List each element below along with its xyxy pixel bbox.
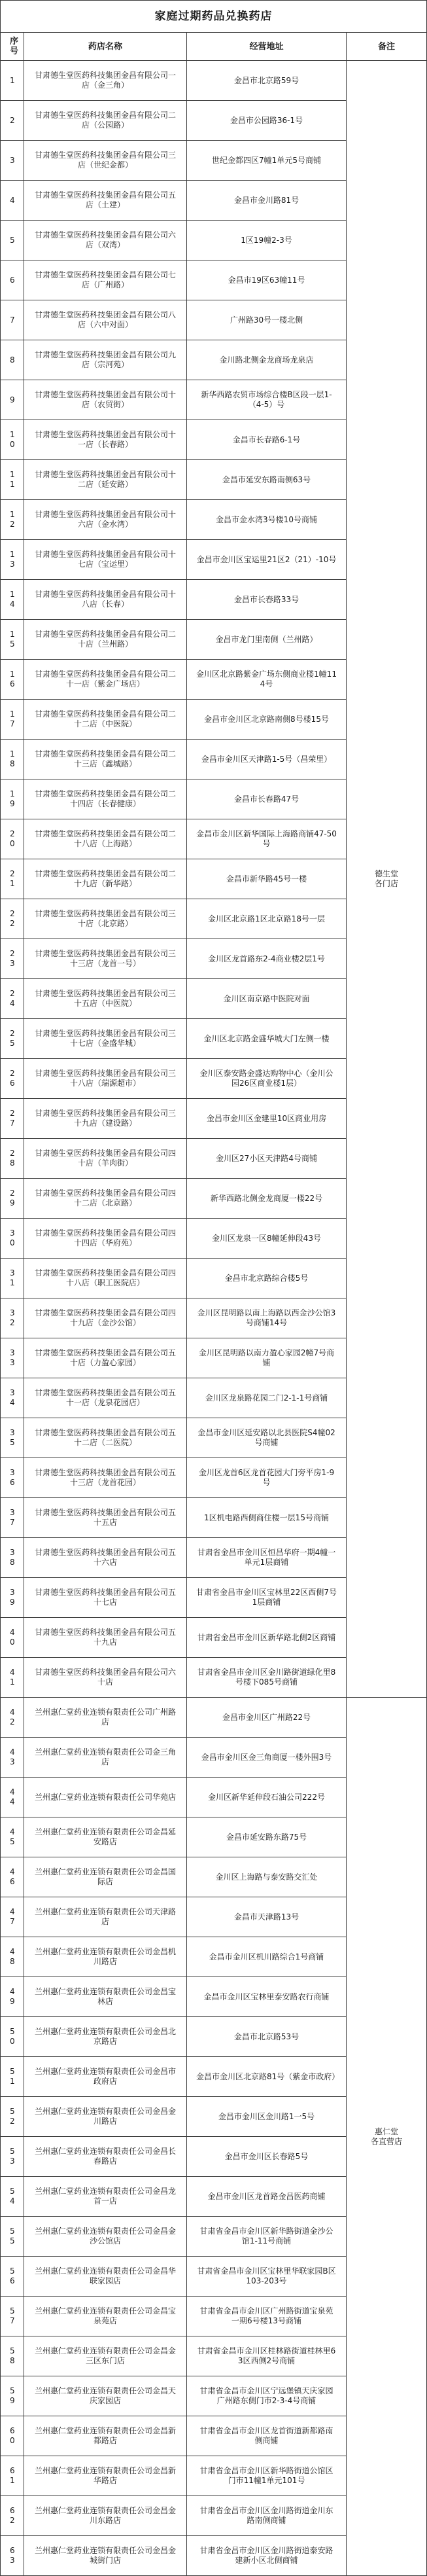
row-number: 37 bbox=[1, 1498, 24, 1538]
pharmacy-address: 金昌市北京路53号 bbox=[187, 2017, 347, 2057]
pharmacy-name: 甘肃德生堂医药科技集团金昌有限公司五十店（力盈心家园） bbox=[24, 1338, 187, 1378]
row-number: 12 bbox=[1, 500, 24, 540]
title-row bbox=[1, 1, 427, 33]
pharmacy-name: 兰州惠仁堂药业连锁有限责任公司天津路店 bbox=[24, 1897, 187, 1937]
pharmacy-name: 兰州惠仁堂药业连锁有限责任公司金昌金沙公馆店 bbox=[24, 2217, 187, 2257]
pharmacy-name: 甘肃德生堂医药科技集团金昌有限公司八店（六中对面） bbox=[24, 300, 187, 340]
row-number: 43 bbox=[1, 1738, 24, 1778]
pharmacy-name: 甘肃德生堂医药科技集团金昌有限公司三店（世纪金都） bbox=[24, 141, 187, 181]
pharmacy-name: 甘肃德生堂医药科技集团金昌有限公司五十九店 bbox=[24, 1618, 187, 1658]
pharmacy-address: 甘肃省金昌市金川区龙首街道新都路南侧商铺 bbox=[187, 2416, 347, 2456]
column-header-name: 药店名称 bbox=[24, 33, 187, 61]
row-number: 18 bbox=[1, 740, 24, 779]
row-number: 42 bbox=[1, 1698, 24, 1738]
remark-line: 德生堂 bbox=[374, 869, 398, 878]
pharmacy-address: 金川区北京路紫金广场东侧商业楼1幢114号 bbox=[187, 660, 347, 700]
pharmacy-address: 金昌市延安东路南侧63号 bbox=[187, 460, 347, 500]
row-number: 21 bbox=[1, 859, 24, 899]
row-number: 8 bbox=[1, 340, 24, 380]
pharmacy-address: 金川区昆明路以南上海路以西金沙公馆3号商铺14号 bbox=[187, 1298, 347, 1338]
row-number: 39 bbox=[1, 1578, 24, 1618]
row-number: 11 bbox=[1, 460, 24, 500]
pharmacy-name: 甘肃德生堂医药科技集团金昌有限公司十店（农贸街） bbox=[24, 380, 187, 420]
pharmacy-address: 金昌市天津路13号 bbox=[187, 1897, 347, 1937]
pharmacy-name: 兰州惠仁堂药业连锁有限责任公司金昌市政府店 bbox=[24, 2057, 187, 2097]
row-number: 41 bbox=[1, 1658, 24, 1698]
row-number: 47 bbox=[1, 1897, 24, 1937]
row-number: 56 bbox=[1, 2257, 24, 2297]
pharmacy-address: 甘肃省金昌市金川区广州路街道宝泉苑一期6号楼13号商铺 bbox=[187, 2297, 347, 2336]
pharmacy-address: 甘肃省金昌市金川区宝林里华联家园B区103-203号 bbox=[187, 2257, 347, 2297]
row-number: 31 bbox=[1, 1259, 24, 1298]
row-number: 26 bbox=[1, 1059, 24, 1099]
pharmacy-address: 金川路北侧金龙商场龙泉店 bbox=[187, 340, 347, 380]
row-number: 17 bbox=[1, 700, 24, 740]
row-number: 27 bbox=[1, 1099, 24, 1139]
column-header-address: 经营地址 bbox=[187, 33, 347, 61]
pharmacy-address: 甘肃省金昌市金川区恒昌华府一期4幢一单元1层商铺 bbox=[187, 1538, 347, 1578]
pharmacy-name: 甘肃德生堂医药科技集团金昌有限公司三十店（北京路） bbox=[24, 899, 187, 939]
pharmacy-name: 甘肃德生堂医药科技集团金昌有限公司十八店（长春） bbox=[24, 580, 187, 620]
remark-line: 各门店 bbox=[374, 879, 398, 888]
pharmacy-name: 甘肃德生堂医药科技集团金昌有限公司七店（广州路） bbox=[24, 260, 187, 300]
pharmacy-name: 甘肃德生堂医药科技集团金昌有限公司三十五店（中医院） bbox=[24, 979, 187, 1019]
pharmacy-address: 金昌市延安路东路75号 bbox=[187, 1817, 347, 1857]
pharmacy-address: 金昌市金川区宝运里21区2（21）-10号 bbox=[187, 540, 347, 580]
column-header-remark: 备注 bbox=[347, 33, 427, 61]
row-number: 5 bbox=[1, 221, 24, 260]
pharmacy-name: 甘肃德生堂医药科技集团金昌有限公司二十店（兰州路） bbox=[24, 620, 187, 660]
pharmacy-address: 金昌市北京路59号 bbox=[187, 61, 347, 101]
pharmacy-name: 兰州惠仁堂药业连锁有限责任公司金昌华联家园店 bbox=[24, 2257, 187, 2297]
pharmacy-address: 甘肃省金昌市金川区金川路街道泰安路建新小区北侧商铺 bbox=[187, 2536, 347, 2576]
pharmacy-name: 甘肃德生堂医药科技集团金昌有限公司五十二店（二医院） bbox=[24, 1418, 187, 1458]
row-number: 1 bbox=[1, 61, 24, 101]
pharmacy-name: 甘肃德生堂医药科技集团金昌有限公司十七店（宝运里） bbox=[24, 540, 187, 580]
row-number: 49 bbox=[1, 1977, 24, 2017]
row-number: 44 bbox=[1, 1778, 24, 1817]
row-number: 61 bbox=[1, 2456, 24, 2496]
row-number: 2 bbox=[1, 101, 24, 141]
pharmacy-address: 金川区龙首6区龙首花园大门旁平房1-9号 bbox=[187, 1458, 347, 1498]
row-number: 57 bbox=[1, 2297, 24, 2336]
pharmacy-address: 金昌市金川区北京路南侧8号楼15号 bbox=[187, 700, 347, 740]
pharmacy-address: 金川区上海路与泰安路交汇处 bbox=[187, 1857, 347, 1897]
pharmacy-address: 金昌市金川区宝林里泰安路农行商铺 bbox=[187, 1977, 347, 2017]
row-number: 32 bbox=[1, 1298, 24, 1338]
pharmacy-address: 金昌市北京路综合楼5号 bbox=[187, 1259, 347, 1298]
pharmacy-name: 甘肃德生堂医药科技集团金昌有限公司十六店（金水湾） bbox=[24, 500, 187, 540]
pharmacy-name: 兰州惠仁堂药业连锁有限责任公司金昌金川东路店 bbox=[24, 2496, 187, 2536]
pharmacy-name: 甘肃德生堂医药科技集团金昌有限公司四十店（羊肉街） bbox=[24, 1139, 187, 1179]
pharmacy-name: 兰州惠仁堂药业连锁有限责任公司金昌龙首一店 bbox=[24, 2177, 187, 2217]
pharmacy-name: 甘肃德生堂医药科技集团金昌有限公司六十店 bbox=[24, 1658, 187, 1698]
row-number: 51 bbox=[1, 2057, 24, 2097]
row-number: 59 bbox=[1, 2376, 24, 2416]
pharmacy-address: 金川区北京路1区北京路18号一层 bbox=[187, 899, 347, 939]
header-row bbox=[1, 33, 427, 61]
pharmacy-address: 金川区泰安路金盛达购物中心（金川公园26区商业楼1层） bbox=[187, 1059, 347, 1099]
row-number: 3 bbox=[1, 141, 24, 181]
row-number: 7 bbox=[1, 300, 24, 340]
pharmacy-name: 甘肃德生堂医药科技集团金昌有限公司二十一店（紫金广场店） bbox=[24, 660, 187, 700]
pharmacy-address: 金昌市公园路36-1号 bbox=[187, 101, 347, 141]
pharmacy-address: 金昌市长春路6-1号 bbox=[187, 420, 347, 460]
row-number: 52 bbox=[1, 2097, 24, 2137]
row-number: 16 bbox=[1, 660, 24, 700]
pharmacy-address: 金川区昆明路以南力盈心家园2幢7号商铺 bbox=[187, 1338, 347, 1378]
pharmacy-name: 甘肃德生堂医药科技集团金昌有限公司二十二店（中医院） bbox=[24, 700, 187, 740]
pharmacy-address: 金川区北京路金盛华城大门左侧一楼 bbox=[187, 1019, 347, 1059]
row-number: 29 bbox=[1, 1179, 24, 1219]
pharmacy-name: 甘肃德生堂医药科技集团金昌有限公司三十八店（瑞源超市） bbox=[24, 1059, 187, 1099]
pharmacy-address: 甘肃省金昌市金川区新华路北侧2区商铺 bbox=[187, 1618, 347, 1658]
row-number: 24 bbox=[1, 979, 24, 1019]
row-number: 19 bbox=[1, 779, 24, 819]
row-number: 50 bbox=[1, 2017, 24, 2057]
pharmacy-name: 甘肃德生堂医药科技集团金昌有限公司四十四店（华府苑） bbox=[24, 1219, 187, 1259]
remark-line: 惠仁堂 bbox=[374, 2126, 398, 2136]
pharmacy-address: 金川区新华延伸段石油公司222号 bbox=[187, 1778, 347, 1817]
pharmacy-name: 甘肃德生堂医药科技集团金昌有限公司四十八店（职工医院店） bbox=[24, 1259, 187, 1298]
group-remark bbox=[347, 1698, 427, 2576]
pharmacy-address: 金昌市金川区广州路22号 bbox=[187, 1698, 347, 1738]
row-number: 35 bbox=[1, 1418, 24, 1458]
pharmacy-address: 新华西路北侧金龙商厦一楼22号 bbox=[187, 1179, 347, 1219]
pharmacy-address: 金川区27小区天津路4号商铺 bbox=[187, 1139, 347, 1179]
row-number: 15 bbox=[1, 620, 24, 660]
pharmacy-name: 兰州惠仁堂药业连锁有限责任公司金昌国际店 bbox=[24, 1857, 187, 1897]
row-number: 4 bbox=[1, 181, 24, 221]
row-number: 46 bbox=[1, 1857, 24, 1897]
pharmacy-address: 世纪金都四区7幢1单元5号商铺 bbox=[187, 141, 347, 181]
pharmacy-address: 金川区南京路中医院对面 bbox=[187, 979, 347, 1019]
row-number: 38 bbox=[1, 1538, 24, 1578]
pharmacy-name: 兰州惠仁堂药业连锁有限责任公司金昌宝泉苑店 bbox=[24, 2297, 187, 2336]
pharmacy-name: 兰州惠仁堂药业连锁有限责任公司金昌金三区东门店 bbox=[24, 2336, 187, 2376]
pharmacy-name: 甘肃德生堂医药科技集团金昌有限公司一店（金三角） bbox=[24, 61, 187, 101]
pharmacy-name: 甘肃德生堂医药科技集团金昌有限公司三十九店（建设路） bbox=[24, 1099, 187, 1139]
pharmacy-address: 金昌市金川区天津路1-5号（昌荣里） bbox=[187, 740, 347, 779]
pharmacy-name: 甘肃德生堂医药科技集团金昌有限公司十二店（延安路） bbox=[24, 460, 187, 500]
pharmacy-address: 甘肃省金昌市金川区宝林里22区西侧7号1层商铺 bbox=[187, 1578, 347, 1618]
table-row bbox=[1, 1698, 427, 1738]
pharmacy-name: 甘肃德生堂医药科技集团金昌有限公司五十五店 bbox=[24, 1498, 187, 1538]
table-body bbox=[1, 61, 427, 2576]
pharmacy-name: 兰州惠仁堂药业连锁有限责任公司金昌金川路店 bbox=[24, 2097, 187, 2137]
column-header-index: 序号 bbox=[1, 33, 24, 61]
row-number: 23 bbox=[1, 939, 24, 979]
pharmacy-name: 甘肃德生堂医药科技集团金昌有限公司九店（宗河苑） bbox=[24, 340, 187, 380]
pharmacy-address: 1区机电路西侧商住楼一层15号商铺 bbox=[187, 1498, 347, 1538]
pharmacy-address: 金川区龙泉路花园二门2-1-1号商铺 bbox=[187, 1378, 347, 1418]
pharmacy-name: 甘肃德生堂医药科技集团金昌有限公司三十三店（龙首一号） bbox=[24, 939, 187, 979]
pharmacy-address: 金昌市金川区新华国际上海路商铺47-50号 bbox=[187, 819, 347, 859]
pharmacy-address: 金昌市金川区长春路5号 bbox=[187, 2137, 347, 2177]
pharmacy-name: 兰州惠仁堂药业连锁有限责任公司广州路店 bbox=[24, 1698, 187, 1738]
pharmacy-name: 甘肃德生堂医药科技集团金昌有限公司五十六店 bbox=[24, 1538, 187, 1578]
pharmacy-name: 兰州惠仁堂药业连锁有限责任公司金昌新都路店 bbox=[24, 2416, 187, 2456]
pharmacy-name: 甘肃德生堂医药科技集团金昌有限公司六店（双湾） bbox=[24, 221, 187, 260]
row-number: 6 bbox=[1, 260, 24, 300]
pharmacy-address: 金昌市金川区龙首路金昌医药商铺 bbox=[187, 2177, 347, 2217]
pharmacy-name: 兰州惠仁堂药业连锁有限责任公司金昌宝林店 bbox=[24, 1977, 187, 2017]
row-number: 53 bbox=[1, 2137, 24, 2177]
row-number: 48 bbox=[1, 1937, 24, 1977]
row-number: 14 bbox=[1, 580, 24, 620]
pharmacy-address: 甘肃省金昌市金川区桂林路街道桂林里63区西侧2号商铺 bbox=[187, 2336, 347, 2376]
pharmacy-name: 兰州惠仁堂药业连锁有限责任公司金昌机川路店 bbox=[24, 1937, 187, 1977]
group-remark bbox=[347, 61, 427, 1698]
pharmacy-address: 金川区龙泉一区8幢延伸段43号 bbox=[187, 1219, 347, 1259]
pharmacy-name: 甘肃德生堂医药科技集团金昌有限公司五十一店（龙泉花园店） bbox=[24, 1378, 187, 1418]
pharmacy-address: 金昌市长春路33号 bbox=[187, 580, 347, 620]
pharmacy-name: 甘肃德生堂医药科技集团金昌有限公司二十九店（新华路） bbox=[24, 859, 187, 899]
remark-line: 各直营店 bbox=[370, 2136, 402, 2146]
pharmacy-address: 金川区龙首路东2-4商业楼2层1号 bbox=[187, 939, 347, 979]
pharmacy-name: 兰州惠仁堂药业连锁有限责任公司华苑店 bbox=[24, 1778, 187, 1817]
pharmacy-address: 金昌市金川区金建里10区商业用房 bbox=[187, 1099, 347, 1139]
pharmacy-address: 金昌市金川区延安路以北县医院S4幢02号商铺 bbox=[187, 1418, 347, 1458]
row-number: 58 bbox=[1, 2336, 24, 2376]
pharmacy-name: 兰州惠仁堂药业连锁有限责任公司金昌金城街门店 bbox=[24, 2536, 187, 2576]
pharmacy-name: 甘肃德生堂医药科技集团金昌有限公司四十二店（北京路） bbox=[24, 1179, 187, 1219]
table-row bbox=[1, 61, 427, 101]
pharmacy-name: 兰州惠仁堂药业连锁有限责任公司金昌北京路店 bbox=[24, 2017, 187, 2057]
row-number: 33 bbox=[1, 1338, 24, 1378]
pharmacy-name: 甘肃德生堂医药科技集团金昌有限公司五十七店 bbox=[24, 1578, 187, 1618]
pharmacy-address: 金昌市金川路81号 bbox=[187, 181, 347, 221]
row-number: 28 bbox=[1, 1139, 24, 1179]
pharmacy-address: 1区19幢2-3号 bbox=[187, 221, 347, 260]
pharmacy-address: 金昌市金川区金川路1一5号 bbox=[187, 2097, 347, 2137]
pharmacy-address: 金昌市19区63幢11号 bbox=[187, 260, 347, 300]
pharmacy-name: 甘肃德生堂医药科技集团金昌有限公司四十九店（金沙公馆） bbox=[24, 1298, 187, 1338]
pharmacy-name: 甘肃德生堂医药科技集团金昌有限公司五店（土建） bbox=[24, 181, 187, 221]
row-number: 36 bbox=[1, 1458, 24, 1498]
pharmacy-address: 金昌市金水湾3号楼10号商铺 bbox=[187, 500, 347, 540]
pharmacy-address: 新华西路农贸市场综合楼B区段一层1-（4-5）号 bbox=[187, 380, 347, 420]
row-number: 22 bbox=[1, 899, 24, 939]
pharmacy-name: 甘肃德生堂医药科技集团金昌有限公司二十八店（上海路） bbox=[24, 819, 187, 859]
row-number: 10 bbox=[1, 420, 24, 460]
pharmacy-address: 甘肃省金昌市金川区金川路街道金川东路南侧商铺 bbox=[187, 2496, 347, 2536]
pharmacy-address: 甘肃省金昌市金川区宁远堡镇天庆家园广州路东侧门市2-3-4号商铺 bbox=[187, 2376, 347, 2416]
row-number: 55 bbox=[1, 2217, 24, 2257]
pharmacy-address: 金昌市金川区机川路综合1号商铺 bbox=[187, 1937, 347, 1977]
pharmacy-name: 兰州惠仁堂药业连锁有限责任公司金昌天庆家园店 bbox=[24, 2376, 187, 2416]
pharmacy-name: 甘肃德生堂医药科技集团金昌有限公司二十三店（鑫城路） bbox=[24, 740, 187, 779]
pharmacy-name: 甘肃德生堂医药科技集团金昌有限公司五十三店（龙首花园） bbox=[24, 1458, 187, 1498]
row-number: 45 bbox=[1, 1817, 24, 1857]
row-number: 62 bbox=[1, 2496, 24, 2536]
row-number: 54 bbox=[1, 2177, 24, 2217]
row-number: 63 bbox=[1, 2536, 24, 2576]
pharmacy-address: 金昌市龙门里南侧（兰州路） bbox=[187, 620, 347, 660]
page-title: 家庭过期药品兑换药店 bbox=[1, 1, 427, 33]
pharmacy-name: 甘肃德生堂医药科技集团金昌有限公司三十七店（金盛华城） bbox=[24, 1019, 187, 1059]
pharmacy-name: 兰州惠仁堂药业连锁有限责任公司金昌延安路店 bbox=[24, 1817, 187, 1857]
row-number: 13 bbox=[1, 540, 24, 580]
pharmacy-address: 金昌市长春路47号 bbox=[187, 779, 347, 819]
pharmacy-address: 金昌市新华路45号一楼 bbox=[187, 859, 347, 899]
row-number: 30 bbox=[1, 1219, 24, 1259]
pharmacy-name: 甘肃德生堂医药科技集团金昌有限公司二十四店（长春健康） bbox=[24, 779, 187, 819]
pharmacy-address: 广州路30号一楼北侧 bbox=[187, 300, 347, 340]
row-number: 25 bbox=[1, 1019, 24, 1059]
row-number: 20 bbox=[1, 819, 24, 859]
pharmacy-address: 金昌市金川区金三角商厦一楼外围3号 bbox=[187, 1738, 347, 1778]
pharmacy-address: 甘肃省金昌市金川区金川路街道绿化里8号楼下085号商铺 bbox=[187, 1658, 347, 1698]
pharmacy-name: 甘肃德生堂医药科技集团金昌有限公司二店（公园路） bbox=[24, 101, 187, 141]
pharmacy-address: 甘肃省金昌市金川区新华路街道金沙公馆1-11号商铺 bbox=[187, 2217, 347, 2257]
pharmacy-address: 金昌市金川区北京路81号（紫金市政府） bbox=[187, 2057, 347, 2097]
pharmacy-name: 兰州惠仁堂药业连锁有限责任公司金三角店 bbox=[24, 1738, 187, 1778]
row-number: 40 bbox=[1, 1618, 24, 1658]
pharmacy-name: 兰州惠仁堂药业连锁有限责任公司金昌长春路店 bbox=[24, 2137, 187, 2177]
pharmacy-address: 甘肃省金昌市金川区新华路街道公馆区门市11幢1单元101号 bbox=[187, 2456, 347, 2496]
pharmacy-name: 兰州惠仁堂药业连锁有限责任公司金昌新华路店 bbox=[24, 2456, 187, 2496]
pharmacy-name: 甘肃德生堂医药科技集团金昌有限公司十一店（长春路） bbox=[24, 420, 187, 460]
row-number: 60 bbox=[1, 2416, 24, 2456]
row-number: 34 bbox=[1, 1378, 24, 1418]
row-number: 9 bbox=[1, 380, 24, 420]
